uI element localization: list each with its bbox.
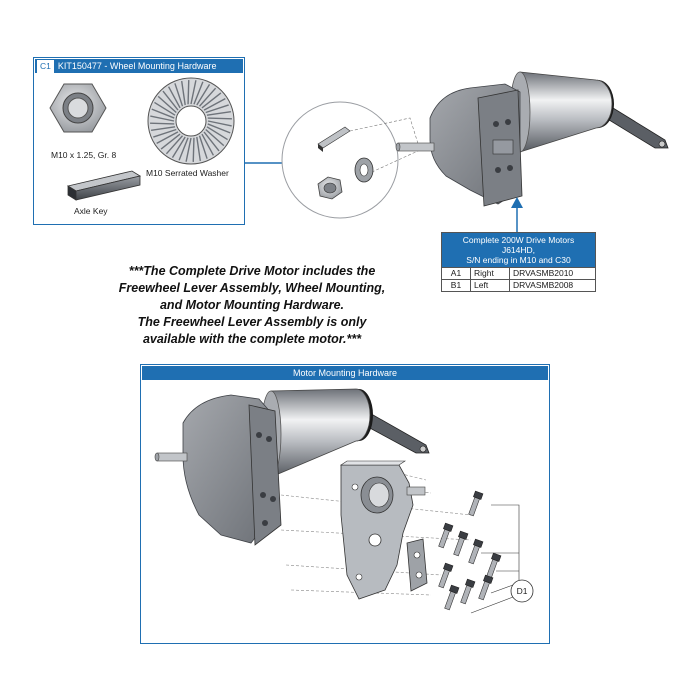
table-header-line: S/N ending in M10 and C30 — [466, 255, 571, 265]
note-line: and Motor Mounting Hardware. — [159, 298, 345, 312]
hex-nut-icon — [50, 84, 106, 132]
magnifier-circle — [282, 102, 420, 218]
motor-mounting-hardware-panel — [140, 364, 550, 644]
table-header-line: Complete 200W Drive Motors — [462, 235, 575, 245]
note-line: ***The Complete Drive Motor includes the — [128, 264, 376, 278]
row-side: Left — [471, 280, 510, 292]
axle-key-label: Axle Key — [74, 206, 108, 216]
hex-nut-label: M10 x 1.25, Gr. 8 — [51, 150, 117, 160]
note-line: Freewheel Lever Assembly, Wheel Mounting, — [118, 281, 386, 295]
drive-motor-table — [441, 232, 596, 292]
row-part-number: DRVASMB2008 — [510, 280, 596, 292]
row-part-number: DRVASMB2010 — [510, 268, 596, 280]
callout-d1: D1 — [516, 586, 528, 596]
drive-motor-top — [396, 72, 668, 206]
callout-c1: C1 — [37, 60, 54, 73]
note-line: available with the complete motor.*** — [142, 332, 362, 346]
serrated-washer-label: M10 Serrated Washer — [146, 168, 229, 178]
row-side: Right — [471, 268, 510, 280]
table-header-line: J614HD, — [501, 245, 536, 255]
mounting-bolts — [437, 491, 501, 610]
wheel-mounting-hardware-title: KIT150477 - Wheel Mounting Hardware — [57, 61, 217, 71]
serrated-washer-icon — [148, 78, 234, 164]
row-callout: A1 — [442, 268, 471, 280]
motor-mounting-illustration — [141, 365, 551, 645]
drive-motor-table-header — [442, 233, 596, 268]
table-row — [442, 268, 596, 280]
note-line: The Freewheel Lever Assembly is only — [137, 315, 367, 329]
motor-mounting-hardware-title: Motor Mounting Hardware — [292, 368, 398, 378]
table-row — [442, 280, 596, 292]
row-callout: B1 — [442, 280, 471, 292]
pointer-arrow — [511, 197, 523, 232]
axle-key-icon — [68, 171, 140, 200]
complete-motor-note — [72, 263, 432, 348]
